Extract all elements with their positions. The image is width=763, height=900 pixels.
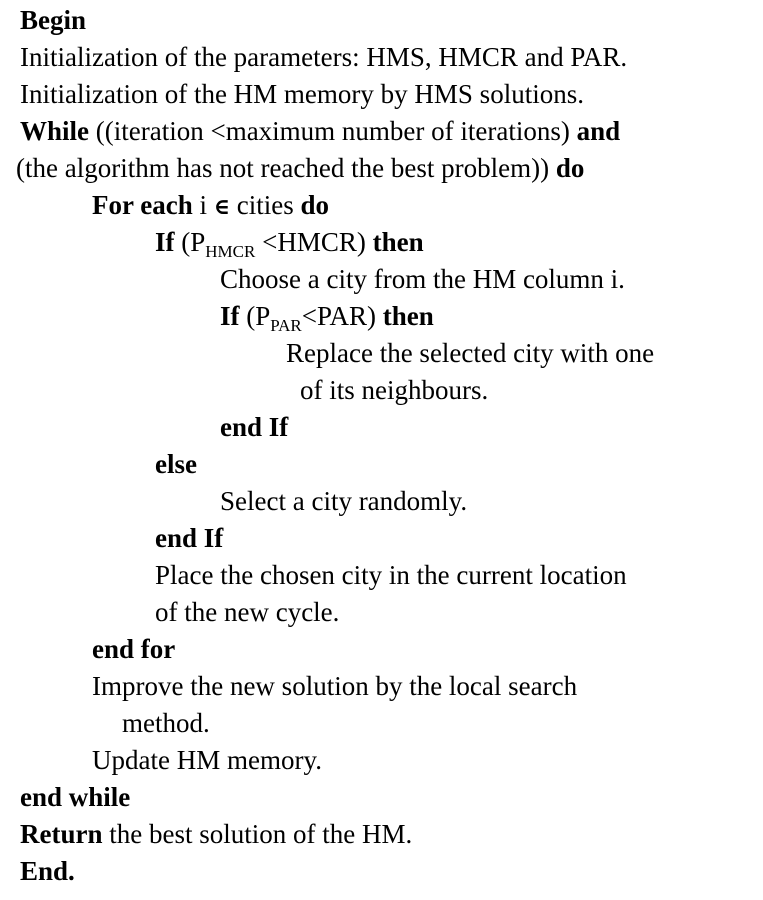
replace-line-2: of its neighbours. — [300, 375, 489, 405]
and-keyword: and — [576, 116, 621, 146]
select-random-line: Select a city randomly. — [220, 486, 468, 516]
while-continuation-line — [16, 150, 584, 187]
if-hmcr-open: (P — [174, 227, 206, 257]
while-line — [20, 113, 620, 150]
for-each-line — [92, 187, 329, 224]
if-hmcr-line — [155, 224, 424, 261]
hmcr-subscript: HMCR — [205, 242, 256, 261]
return-text: the best solution of the HM. — [102, 819, 413, 849]
element-of-symbol: ∈ — [213, 194, 231, 219]
while-condition-2: (the algorithm has not reached the best problem)) — [16, 153, 556, 183]
for-do-keyword: do — [300, 190, 330, 220]
while-keyword: While — [20, 116, 90, 146]
if-hmcr-close: <HMCR) — [255, 227, 373, 257]
replace-line-1: Replace the selected city with one — [286, 338, 655, 368]
do-keyword: do — [555, 153, 585, 183]
begin-line: Begin — [20, 5, 87, 35]
if-par-line — [220, 298, 434, 335]
end-while-line: end while — [20, 782, 131, 812]
init-memory-line: Initialization of the HM memory by HMS solutions. — [20, 79, 584, 109]
par-subscript: PAR — [270, 316, 302, 335]
end-if-outer-line: end If — [155, 523, 224, 553]
improve-line-1: Improve the new solution by the local search — [92, 671, 578, 701]
place-line-1: Place the chosen city in the current location — [155, 560, 627, 590]
return-keyword: Return — [20, 819, 103, 849]
then-keyword-1: then — [372, 227, 424, 257]
end-if-inner-line: end If — [220, 412, 289, 442]
if-par-open: (P — [239, 301, 271, 331]
if-keyword-2: If — [220, 301, 240, 331]
choose-city-line: Choose a city from the HM column i. — [220, 264, 625, 294]
end-for-line: end for — [92, 634, 176, 664]
if-keyword-1: If — [155, 227, 175, 257]
for-each-keyword: For each — [92, 190, 193, 220]
then-keyword-2: then — [382, 301, 434, 331]
else-line: else — [155, 449, 197, 479]
for-variable: i — [192, 190, 214, 220]
while-condition-1: ((iteration <maximum number of iterations) — [89, 116, 577, 146]
end-line: End. — [20, 856, 75, 886]
improve-line-2: method. — [122, 708, 210, 738]
init-params-line: Initialization of the parameters: HMS, HMCR and PAR. — [20, 42, 628, 72]
return-line — [20, 816, 412, 853]
place-line-2: of the new cycle. — [155, 597, 340, 627]
if-par-close: <PAR) — [301, 301, 383, 331]
for-set: cities — [230, 190, 301, 220]
update-hm-line: Update HM memory. — [92, 745, 322, 775]
